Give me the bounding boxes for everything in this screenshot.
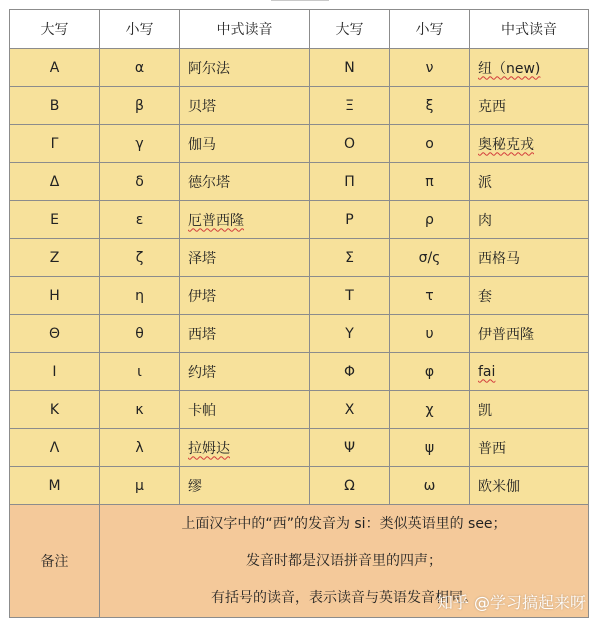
lower-letter-cell: ψ	[390, 429, 470, 467]
header-name-right: 中式读音	[470, 10, 589, 49]
upper-letter-cell: Π	[310, 163, 390, 201]
pronunciation-text: 克西	[478, 98, 506, 115]
upper-letter-cell: Η	[10, 277, 100, 315]
upper-letter-cell: Ι	[10, 353, 100, 391]
upper-letter-cell: Υ	[310, 315, 390, 353]
pronunciation-text: 德尔塔	[188, 174, 230, 191]
pronunciation-text: fai	[478, 363, 496, 380]
upper-letter-cell: Τ	[310, 277, 390, 315]
pronunciation-cell	[470, 353, 589, 391]
upper-letter-cell: Λ	[10, 429, 100, 467]
pronunciation-cell	[470, 277, 589, 315]
table-row	[10, 49, 589, 87]
pronunciation-cell	[180, 125, 310, 163]
pronunciation-cell	[180, 163, 310, 201]
header-lower-right: 小写	[390, 10, 470, 49]
lower-letter-cell: η	[100, 277, 180, 315]
lower-letter-cell: ι	[100, 353, 180, 391]
lower-letter-cell: τ	[390, 277, 470, 315]
lower-letter-cell: υ	[390, 315, 470, 353]
pronunciation-cell	[470, 49, 589, 87]
upper-letter-cell: Β	[10, 87, 100, 125]
pronunciation-cell	[470, 391, 589, 429]
header-upper-right: 大写	[310, 10, 390, 49]
note-line: 上面汉字中的“西”的发音为 si：类似英语里的 see；	[181, 515, 507, 532]
top-fragment	[271, 0, 329, 4]
lower-letter-cell: λ	[100, 429, 180, 467]
upper-letter-cell: Σ	[310, 239, 390, 277]
table-row	[10, 429, 589, 467]
pronunciation-cell	[180, 467, 310, 505]
pronunciation-text: 伊普西隆	[478, 326, 534, 343]
upper-letter-cell: Α	[10, 49, 100, 87]
pronunciation-cell	[180, 239, 310, 277]
lower-letter-cell: π	[390, 163, 470, 201]
lower-letter-cell: β	[100, 87, 180, 125]
pronunciation-cell	[470, 429, 589, 467]
upper-letter-cell: Ο	[310, 125, 390, 163]
upper-letter-cell: Κ	[10, 391, 100, 429]
note-line: 发音时都是汉语拼音里的四声；	[246, 552, 442, 569]
table-row	[10, 277, 589, 315]
pronunciation-text: 厄普西隆	[188, 212, 244, 229]
upper-letter-cell: Γ	[10, 125, 100, 163]
lower-letter-cell: κ	[100, 391, 180, 429]
table-row	[10, 467, 589, 505]
lower-letter-cell: δ	[100, 163, 180, 201]
pronunciation-cell	[180, 315, 310, 353]
table-row	[10, 125, 589, 163]
table-row	[10, 353, 589, 391]
table-row	[10, 201, 589, 239]
pronunciation-text: 肉	[478, 212, 492, 229]
pronunciation-cell	[180, 201, 310, 239]
lower-letter-cell: ε	[100, 201, 180, 239]
pronunciation-cell	[470, 87, 589, 125]
lower-letter-cell: γ	[100, 125, 180, 163]
table-row	[10, 391, 589, 429]
lower-letter-cell: θ	[100, 315, 180, 353]
pronunciation-cell	[180, 277, 310, 315]
pronunciation-cell	[180, 49, 310, 87]
pronunciation-cell	[180, 87, 310, 125]
note-line: 有括号的读音，表示读音与英语发音相同。	[211, 589, 477, 606]
lower-letter-cell: ζ	[100, 239, 180, 277]
upper-letter-cell: Ω	[310, 467, 390, 505]
upper-letter-cell: Φ	[310, 353, 390, 391]
pronunciation-text: 西格马	[478, 250, 520, 267]
header-upper-left: 大写	[10, 10, 100, 49]
upper-letter-cell: Θ	[10, 315, 100, 353]
pronunciation-text: 贝塔	[188, 98, 216, 115]
upper-letter-cell: Ν	[310, 49, 390, 87]
table-row	[10, 239, 589, 277]
upper-letter-cell: Χ	[310, 391, 390, 429]
pronunciation-cell	[470, 315, 589, 353]
lower-letter-cell: φ	[390, 353, 470, 391]
pronunciation-cell	[470, 125, 589, 163]
pronunciation-text: 套	[478, 288, 492, 305]
lower-letter-cell: χ	[390, 391, 470, 429]
pronunciation-text: 阿尔法	[188, 60, 230, 77]
lower-letter-cell: ξ	[390, 87, 470, 125]
pronunciation-text: 卡帕	[188, 402, 216, 419]
upper-letter-cell: Ε	[10, 201, 100, 239]
table-row	[10, 87, 589, 125]
pronunciation-text: 泽塔	[188, 250, 216, 267]
upper-letter-cell: Δ	[10, 163, 100, 201]
upper-letter-cell: Ψ	[310, 429, 390, 467]
header-row	[10, 10, 589, 49]
pronunciation-cell	[180, 429, 310, 467]
lower-letter-cell: α	[100, 49, 180, 87]
watermark-text: 知乎 @学习搞起来呀	[436, 593, 586, 612]
page-top-strip	[0, 0, 600, 8]
pronunciation-text: 普西	[478, 440, 506, 457]
pronunciation-cell	[470, 467, 589, 505]
header-name-left: 中式读音	[180, 10, 310, 49]
greek-alphabet-table	[9, 9, 589, 618]
lower-letter-cell: ο	[390, 125, 470, 163]
pronunciation-text: 奥秘克戎	[478, 136, 534, 153]
pronunciation-cell	[470, 201, 589, 239]
upper-letter-cell: Ρ	[310, 201, 390, 239]
pronunciation-cell	[470, 163, 589, 201]
lower-letter-cell: σ/ς	[390, 239, 470, 277]
pronunciation-text: 缪	[188, 478, 202, 495]
upper-letter-cell: Μ	[10, 467, 100, 505]
pronunciation-cell	[470, 239, 589, 277]
pronunciation-text: 伊塔	[188, 288, 216, 305]
upper-letter-cell: Ζ	[10, 239, 100, 277]
pronunciation-text: 派	[478, 174, 492, 191]
pronunciation-cell	[180, 391, 310, 429]
pronunciation-text: 纽（new)	[478, 60, 541, 77]
pronunciation-text: 西塔	[188, 326, 216, 343]
pronunciation-text: 凯	[478, 402, 492, 419]
header-lower-left: 小写	[100, 10, 180, 49]
pronunciation-text: 拉姆达	[188, 440, 230, 457]
table-row	[10, 163, 589, 201]
upper-letter-cell: Ξ	[310, 87, 390, 125]
table-row	[10, 315, 589, 353]
pronunciation-text: 伽马	[188, 136, 216, 153]
notes-label: 备注	[10, 505, 100, 618]
lower-letter-cell: ρ	[390, 201, 470, 239]
pronunciation-text: 欧米伽	[478, 478, 520, 495]
pronunciation-cell	[180, 353, 310, 391]
lower-letter-cell: μ	[100, 467, 180, 505]
lower-letter-cell: ω	[390, 467, 470, 505]
lower-letter-cell: ν	[390, 49, 470, 87]
pronunciation-text: 约塔	[188, 364, 216, 381]
